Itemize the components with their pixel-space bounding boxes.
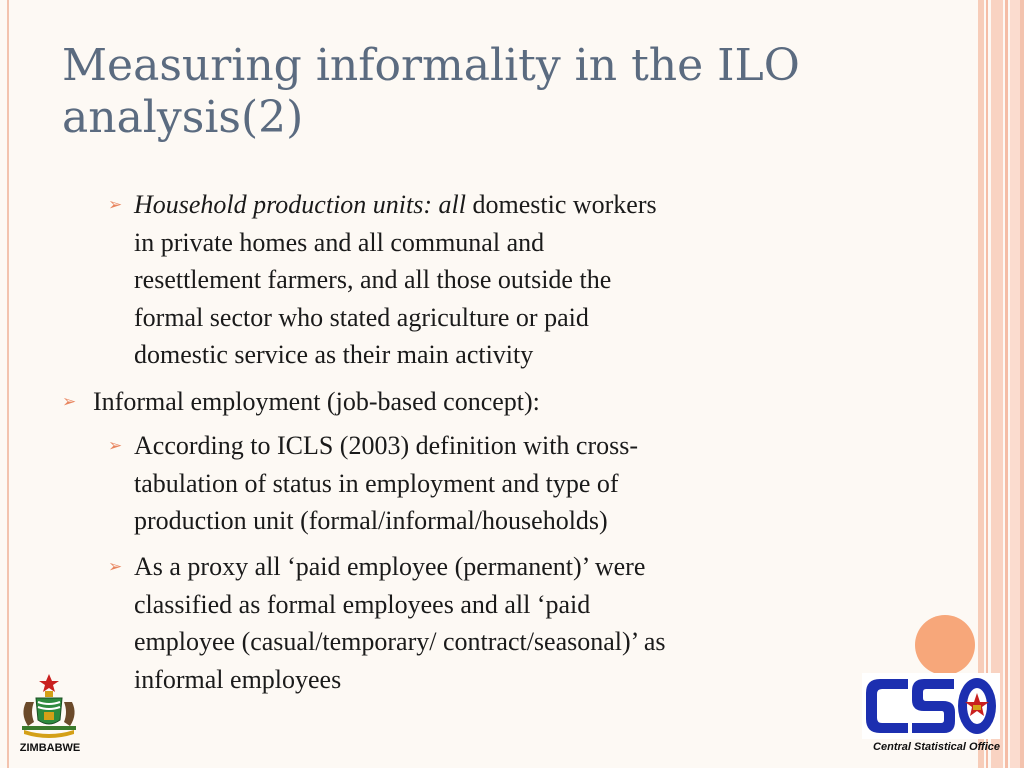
- arrow-bullet-icon: ➢: [108, 436, 123, 455]
- arrow-bullet-icon: ➢: [108, 557, 123, 576]
- arrow-bullet-icon: ➢: [62, 392, 77, 411]
- cso-logo-icon: [862, 673, 1000, 739]
- left-border-line: [7, 0, 9, 768]
- bullet-line: classified as formal employees and all ‘paid: [134, 589, 591, 619]
- bullet-line: resettlement farmers, and all those outside the: [134, 265, 612, 294]
- country-label: ZIMBABWE: [19, 742, 81, 754]
- bullet-line: employee (casual/temporary/ contract/seasonal)’ as: [134, 627, 666, 656]
- bullet-line: domestic service as their main activity: [134, 340, 534, 369]
- bullet-line: formal sector who stated agriculture or paid: [134, 302, 589, 332]
- title-line: analysis(2): [62, 92, 304, 143]
- bullet-line: [134, 186, 894, 224]
- right-border-band: [1005, 0, 1008, 768]
- bullet-line: Informal employment (job-based concept):: [93, 387, 540, 416]
- bullet-line: informal employees: [134, 664, 342, 694]
- zimbabwe-coat-of-arms-icon: [14, 672, 84, 742]
- title-line: Measuring informality in the ILO: [62, 40, 800, 91]
- italic-text: Household production units: all: [134, 190, 466, 219]
- bullet-line: As a proxy all ‘paid employee (permanent)’ were: [134, 552, 646, 581]
- right-border-band: [1020, 0, 1024, 768]
- right-border-band: [978, 0, 984, 768]
- bullet-line: According to ICLS (2003) definition with cross-: [134, 431, 639, 460]
- bullet-line: in private homes and all communal and: [134, 227, 545, 257]
- decorative-circle: [915, 615, 975, 675]
- arrow-bullet-icon: ➢: [108, 195, 123, 214]
- bullet-line: production unit (formal/informal/households): [134, 506, 608, 535]
- right-border-band: [991, 0, 1003, 768]
- cso-caption: Central Statistical Office: [873, 741, 1000, 753]
- right-border-band: [986, 0, 988, 768]
- bullet-line: tabulation of status in employment and type of: [134, 468, 619, 498]
- slide-title: [62, 40, 942, 144]
- bullet-text: domestic workers: [465, 190, 657, 219]
